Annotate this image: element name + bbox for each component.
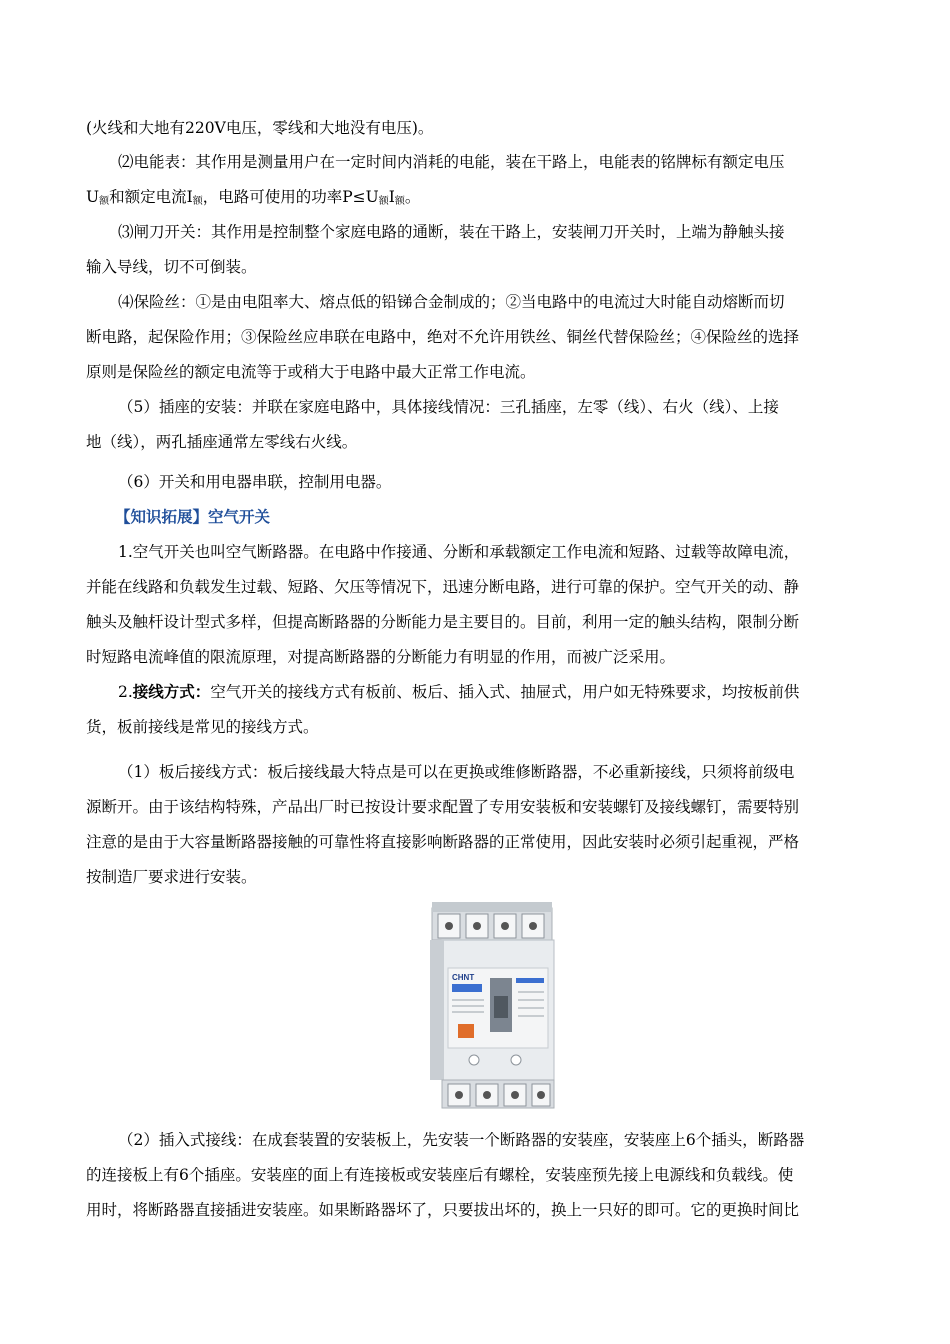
brand-logo-text: CHNT (452, 973, 475, 982)
paragraph-line: 2.接线方式：空气开关的接线方式有板前、板后、插入式、抽屉式，用户如无特殊要求，均按板前供 (118, 682, 800, 701)
paragraph-line: 源断开。由于该结构特殊，产品出厂时已按设计要求配置了专用安装板和安装螺钉及接线螺钉，需要特别 (86, 798, 800, 816)
paragraph-line: 1.空气开关也叫空气断路器。在电路中作接通、分断和承载额定工作电流和短路、过载等故障电流， (118, 543, 800, 561)
paragraph-line: （6）开关和用电器串联，控制用电器。 (118, 473, 392, 491)
circuit-breaker-photo (428, 900, 558, 1112)
paragraph-line: ⑷保险丝：①是由电阻率大、熔点低的铅锑合金制成的；②当电路中的电流过大时能自动熔断而切 (118, 293, 785, 311)
paragraph-line: 的连接板上有6个插座。安装座的面上有连接板或安装座后有螺栓，安装座预先接上电源线和负载线。使 (86, 1166, 794, 1184)
paragraph-line: $U_额$和额定电流$Ⅰ_额$，电路可使用的功率$P\le U_额Ⅰ_额$。 (86, 188, 421, 207)
paragraph-line: 原则是保险丝的额定电流等于或稍大于电路中最大正常工作电流。 (86, 363, 536, 381)
paragraph-line: 注意的是由于大容量断路器接触的可靠性将直接影响断路器的正常使用，因此安装时必须引起重视，严格 (86, 833, 800, 851)
section-heading: 【知识拓展】空气开关 (115, 507, 271, 526)
paragraph-line: (火线和大地有220V电压，零线和大地没有电压)。 (86, 119, 434, 137)
paragraph-line: 地（线），两孔插座通常左零线右火线。 (86, 433, 358, 451)
paragraph-line: 输入导线，切不可倒装。 (86, 258, 257, 276)
paragraph-line: 按制造厂要求进行安装。 (86, 868, 257, 886)
paragraph-line: 时短路电流峰值的限流原理，对提高断路器的分断能力有明显的作用，而被广泛采用。 (86, 648, 676, 666)
paragraph-line: 触头及触杆设计型式多样，但提高断路器的分断能力是主要目的。目前，利用一定的触头结构，限制分断 (86, 613, 800, 631)
paragraph-line: （5）插座的安装：并联在家庭电路中，具体接线情况：三孔插座，左零（线）、右火（线）、上接 (118, 398, 779, 416)
paragraph-line: （1）板后接线方式：板后接线最大特点是可以在更换或维修断路器，不必重新接线，只须将前级电 (118, 763, 795, 781)
paragraph-line: 用时，将断路器直接插进安装座。如果断路器坏了，只要拔出坏的，换上一只好的即可。它的更换时间比 (86, 1201, 800, 1219)
paragraph-line: （2）插入式接线：在成套装置的安装板上，先安装一个断路器的安装座，安装座上6个插头，断路器 (118, 1131, 805, 1149)
paragraph-line: 断电路，起保险作用；③保险丝应串联在电路中，绝对不允许用铁丝、铜丝代替保险丝；④保险丝的选择 (86, 328, 800, 346)
paragraph-line: 并能在线路和负载发生过载、短路、欠压等情况下，迅速分断电路，进行可靠的保护。空气开关的动、静 (86, 578, 800, 596)
paragraph-line: ⑵电能表：其作用是测量用户在一定时间内消耗的电能，装在干路上，电能表的铭牌标有额定电压 (118, 153, 785, 171)
paragraph-line: ⑶闸刀开关：其作用是控制整个家庭电路的通断，装在干路上，安装闸刀开关时，上端为静触头接 (118, 223, 785, 241)
paragraph-line: 货，板前接线是常见的接线方式。 (86, 718, 319, 736)
